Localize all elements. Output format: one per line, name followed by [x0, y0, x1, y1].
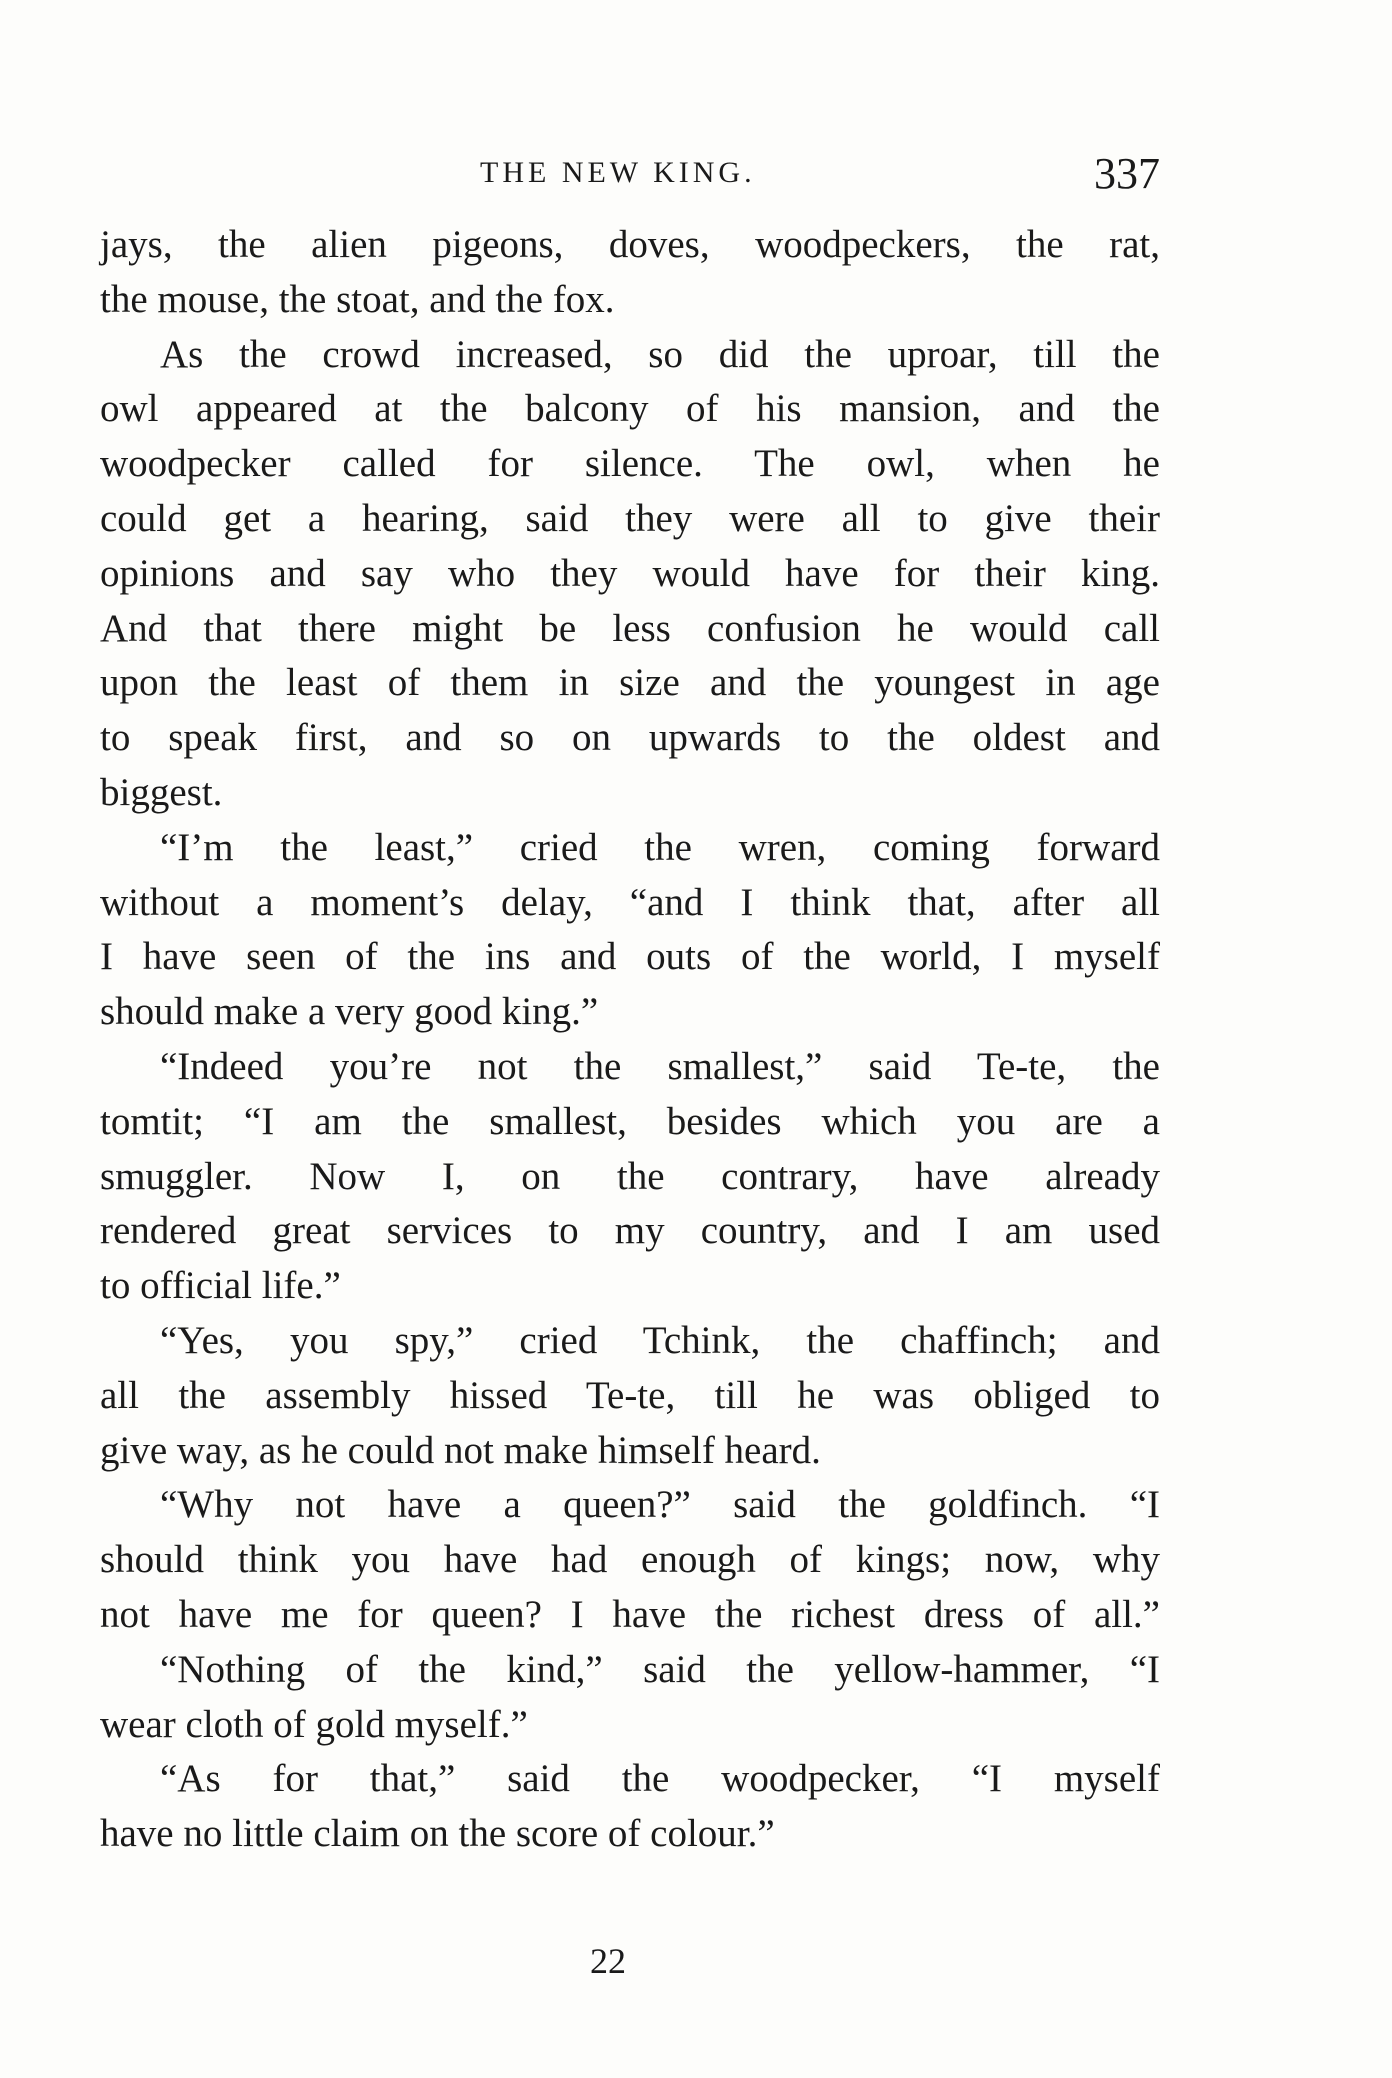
- page-header: [100, 148, 1160, 208]
- text-line: wear cloth of gold myself.”: [100, 1702, 528, 1746]
- text-line: have no little claim on the score of colour.”: [100, 1812, 775, 1856]
- text-line: not have me for queen? I have the richest dress of all.”: [100, 1592, 1160, 1636]
- text-line: “Why not have a queen?” said the goldfinch. “I: [160, 1483, 1160, 1527]
- text-line: to official life.”: [100, 1264, 341, 1308]
- text-line: biggest.: [100, 770, 223, 814]
- text-line: jays, the alien pigeons, doves, woodpeckers, the rat,: [100, 223, 1160, 266]
- signature-mark: 22: [590, 1941, 626, 1981]
- text-line: woodpecker called for silence. The owl, when he: [100, 442, 1160, 486]
- body-text: [100, 218, 1160, 1862]
- text-line: should think you have had enough of kings; now, why: [100, 1538, 1160, 1582]
- text-line: could get a hearing, said they were all to give their: [100, 496, 1160, 540]
- text-line: “Indeed you’re not the smallest,” said Te-te, the: [160, 1044, 1160, 1088]
- text-line: to speak first, and so on upwards to the oldest and: [100, 716, 1160, 760]
- text-line: the mouse, the stoat, and the fox.: [100, 277, 615, 321]
- page-number: 337: [1094, 149, 1160, 198]
- text-line: should make a very good king.”: [100, 990, 599, 1034]
- text-line: upon the least of them in size and the youngest in age: [100, 661, 1160, 705]
- text-line: smuggler. Now I, on the contrary, have already: [100, 1154, 1160, 1198]
- text-line: without a moment’s delay, “and I think that, after all: [100, 880, 1160, 924]
- text-line: “Yes, you spy,” cried Tchink, the chaffinch; and: [160, 1318, 1160, 1362]
- text-line: give way, as he could not make himself heard.: [100, 1428, 821, 1472]
- text-line: “As for that,” said the woodpecker, “I myself: [160, 1757, 1160, 1801]
- text-line: all the assembly hissed Te-te, till he was obliged to: [100, 1373, 1160, 1417]
- text-line: And that there might be less confusion he would call: [100, 606, 1160, 650]
- text-line: As the crowd increased, so did the uproar, till the: [160, 332, 1160, 376]
- text-line: I have seen of the ins and outs of the world, I myself: [100, 935, 1160, 979]
- running-title: THE NEW KING.: [480, 156, 756, 189]
- text-line: “Nothing of the kind,” said the yellow-hammer, “I: [160, 1647, 1160, 1691]
- text-line: tomtit; “I am the smallest, besides which you are a: [100, 1099, 1160, 1143]
- text-line: rendered great services to my country, and I am used: [100, 1209, 1160, 1253]
- text-line: opinions and say who they would have for their king.: [100, 551, 1160, 595]
- text-line: owl appeared at the balcony of his mansion, and the: [100, 387, 1160, 431]
- text-line: “I’m the least,” cried the wren, coming forward: [160, 825, 1160, 869]
